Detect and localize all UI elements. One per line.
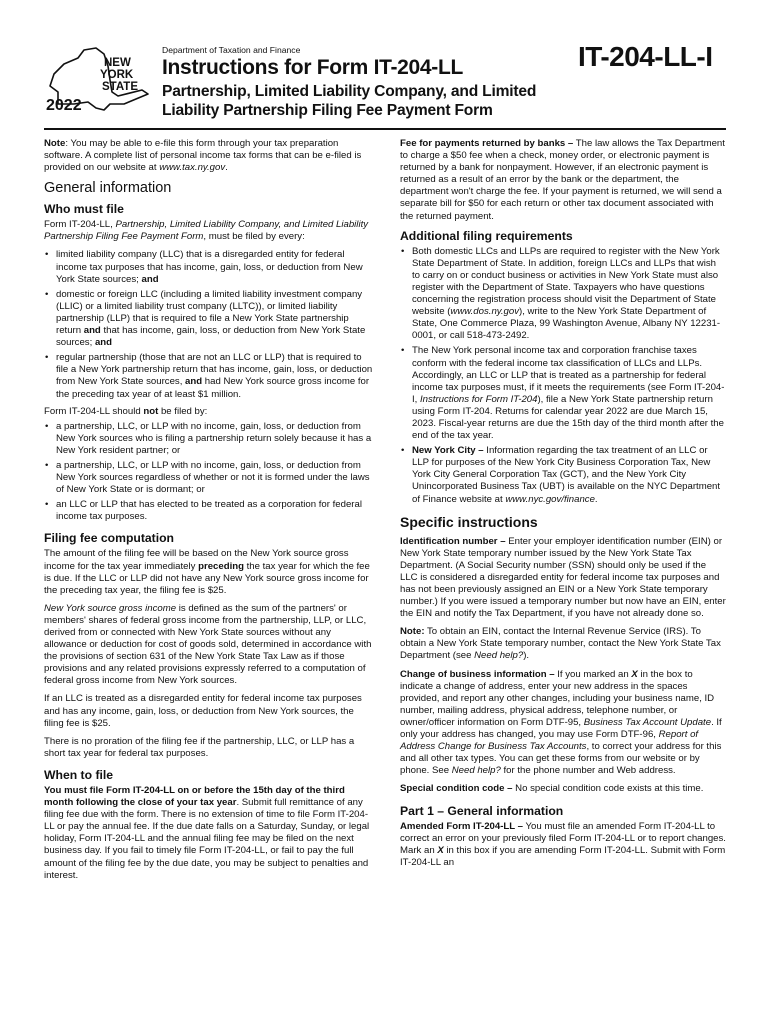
subtitle-line-2: Liability Partnership Filing Fee Payment Form — [162, 102, 493, 119]
part1-heading: Part 1 – General information — [400, 803, 564, 818]
specific-instructions-heading: Specific instructions — [400, 513, 538, 530]
who-must-file-intro: Form IT-204-LL, Partnership, Limited Liability Company, and Limited Liability Partnership Filing Fee Payment Form, must be filed by every: — [44, 219, 369, 243]
fee-paragraph-1: The amount of the filing fee will be based on the New York source gross income for the tax year immediately preceding the tax year for which the fee is due. If the LLC or LLP did not have any New York source gross income for the preceding tax year, the filing fee is $25. — [44, 548, 370, 596]
tax-year: 2022 — [46, 97, 82, 114]
returned-payments-paragraph: Fee for payments returned by banks – The law allows the Tax Department to charge a $50 fee when a check, money order, or electronic payment is returned by a bank for nonpayment. However, if an electronic payment is returned as a result of an error by the bank or the department, the department won't charge the fee. If your payment is returned, we will send a separate bill for $50 for each return or other tax document associated with the returned payment. — [400, 138, 725, 222]
who-must-file-heading: Who must file — [44, 202, 124, 217]
when-to-file-heading: When to file — [44, 767, 114, 782]
additional-requirements-list — [400, 246, 726, 506]
logo-text-state: STATE — [102, 81, 138, 93]
fee-paragraph-2: New York source gross income is defined as the sum of the partners' or members' shares of federal gross income from the partnership, LLP, or LLC, derived from or connected with New York State sources without any allowance or deduction for cost of goods sold, determined in accordance with the provisions of section 631 of the New York State Tax Law as if those provisions and any related provisions expressly referred to a computation of federal gross income from New York sources. — [44, 602, 372, 687]
list-item: • The New York personal income tax and corporation franchise taxes conform with the federal income tax classification of LLCs and LLPs. Accordingly, an LLC or LLP that is treated as a partnership for federal income tax purposes must, if it meets the requirements (see Form IT-204-I, Instructions for Form IT-204), file a New York State partnership return using Form IT-204. Returns for calendar year 2022 are due March 15, 2023. Fiscal-year returns are due the 15th day of the third month after the end of the tax year. — [400, 345, 726, 442]
document-title: Instructions for Form IT-204-LL — [162, 56, 464, 79]
list-item: • limited liability company (LLC) that is a disregarded entity for federal income tax purposes that has income, gain, loss, or deduction from New York State sources; and — [44, 249, 374, 285]
not-filed-list — [44, 421, 374, 524]
department-name: Department of Taxation and Finance — [162, 45, 301, 55]
amended-form-paragraph: Amended Form IT-204-LL – You must file an amended Form IT-204-LL to correct an error on your previously filed Form IT-204-LL or to report changes. Mark an X in this box if you are amending Form IT-204-LL. Submit with Form IT-204-LL an — [400, 820, 726, 868]
header-divider — [44, 128, 726, 130]
left-column — [44, 138, 374, 888]
when-to-file-paragraph: You must file Form IT-204-LL on or before the 15th day of the third month following the close of your tax year. Submit full remittance of any filing fee due with the form. There is no extension of time to file Form IT-204-LL or pay the annual fee. If the due date falls on a Saturday, Sunday, or legal holiday, Form IT-204-LL and the annual filing fee may be filed on the next business day. If you fail to timely file Form IT-204-LL, or fail to pay the full amount of the filing fee by the due date, you may be subject to penalties and interest. — [44, 784, 370, 881]
not-filed-intro: Form IT-204-LL should not be filed by: — [44, 405, 208, 417]
change-of-business-paragraph: Change of business information – If you marked an X in the box to indicate a change of address, enter your new address in the spaces provided, and report any other changes, including your business name, ID number, mailing address, physical address, telephone number, or owner/officer information on Form DTF-95, Business Tax Account Update. If only your address has changed, you may use Form DTF-96, Report of Address Change for Business Tax Accounts, to correct your address for this and all other tax types. You can get these forms from our website or by phone. See Need help? for the phone number and Web address. — [400, 668, 722, 777]
special-condition-paragraph: Special condition code – No special condition code exists at this time. — [400, 783, 704, 795]
tax-website-link[interactable]: www.tax.ny.gov — [159, 162, 226, 174]
identification-number-paragraph: Identification number – Enter your employer identification number (EIN) or New York State temporary number issued by the New York State Tax Department. (A Social Security number (SSN) should only be used if the LLC is considered a disregarded entity for federal income tax purposes and has not been previously assigned an EIN or a New York State temporary number.) If you were issued a temporary number but now have an EIN, enter the EIN and notify the Tax Department, if you have not already done so. — [400, 535, 726, 620]
subtitle-line-1: Partnership, Limited Liability Company, and Limited — [162, 83, 537, 100]
list-item: • a partnership, LLC, or LLP with no income, gain, loss, or deduction from New York sources regardless of whether or not it is formed under the laws of New York State or is dormant; or — [44, 460, 374, 496]
efile-note: Note: You may be able to e-file this form through your tax preparation software. A complete list of personal income tax forms that can be e-filed is provided on our website at www.tax.ny.gov. — [44, 138, 362, 174]
form-number: IT-204-LL-I — [578, 41, 713, 72]
list-item: • New York City – Information regarding the tax treatment of an LLC or LLP for purposes of the New York City Business Corporation Tax, New York City General Corporation Tax (GCT), and the New York City Unincorporated Business Tax (UBT) is available on the NYC Department of Finance website at www.nyc.gov/finance. — [400, 445, 726, 505]
nys-logo — [44, 44, 156, 114]
document-subtitle — [162, 82, 592, 120]
must-file-list — [44, 249, 374, 400]
fee-paragraph-3: If an LLC is treated as a disregarded entity for federal income tax purposes and has any income, gain, loss, or deduction from New York sources, the filing fee is $25. — [44, 693, 362, 729]
filing-fee-heading: Filing fee computation — [44, 531, 174, 546]
logo-text-york: YORK — [100, 69, 134, 81]
right-column — [400, 138, 726, 875]
logo-text-new: NEW — [104, 57, 131, 69]
dos-website-link[interactable]: www.dos.ny.gov — [450, 306, 519, 318]
new-york-state-outline-icon — [44, 44, 156, 114]
list-item: • an LLC or LLP that has elected to be treated as a corporation for federal income tax purposes. — [44, 499, 374, 523]
general-information-heading: General information — [44, 180, 172, 197]
ein-note-paragraph: Note: To obtain an EIN, contact the Internal Revenue Service (IRS). To obtain a New York State temporary number, contact the New York State Tax Department (see Need help?). — [400, 626, 721, 662]
nyc-finance-link[interactable]: www.nyc.gov/finance — [505, 493, 595, 505]
additional-requirements-heading: Additional filing requirements — [400, 228, 573, 243]
list-item: • a partnership, LLC, or LLP with no income, gain, loss, or deduction from New York sources who is filing a partnership return solely because it has a New York resident partner; or — [44, 421, 374, 457]
list-item: • domestic or foreign LLC (including a limited liability investment company (LLIC) or a limited liability trust company (LLTC)), or limited liability partnership (LLP) that is required to file a New York State partnership return and that has income, gain, loss, or deduction from New York State sources; and — [44, 289, 374, 349]
list-item: • Both domestic LLCs and LLPs are required to register with the New York State Department of State. In addition, foreign LLCs and LLPs that wish to carry on or conduct business or activities in New York State must also register with the Department of State. Taxpayers who have questions concerning the registration process should visit the Department of State website (www.dos.ny.gov), write to the New York State Department of State, One Commerce Plaza, 99 Washington Avenue, Albany NY 12231-0001, or call 518-473-2492. — [400, 246, 726, 343]
fee-paragraph-4: There is no proration of the filing fee if the partnership, LLC, or LLP has a short tax year for federal tax purposes. — [44, 735, 355, 759]
list-item: • regular partnership (those that are not an LLC or LLP) that is required to file a New York partnership return that has income, gain, loss, or deduction from New York State sources, and had New York source gross income for the preceding tax year of at least $1 million. — [44, 352, 374, 400]
